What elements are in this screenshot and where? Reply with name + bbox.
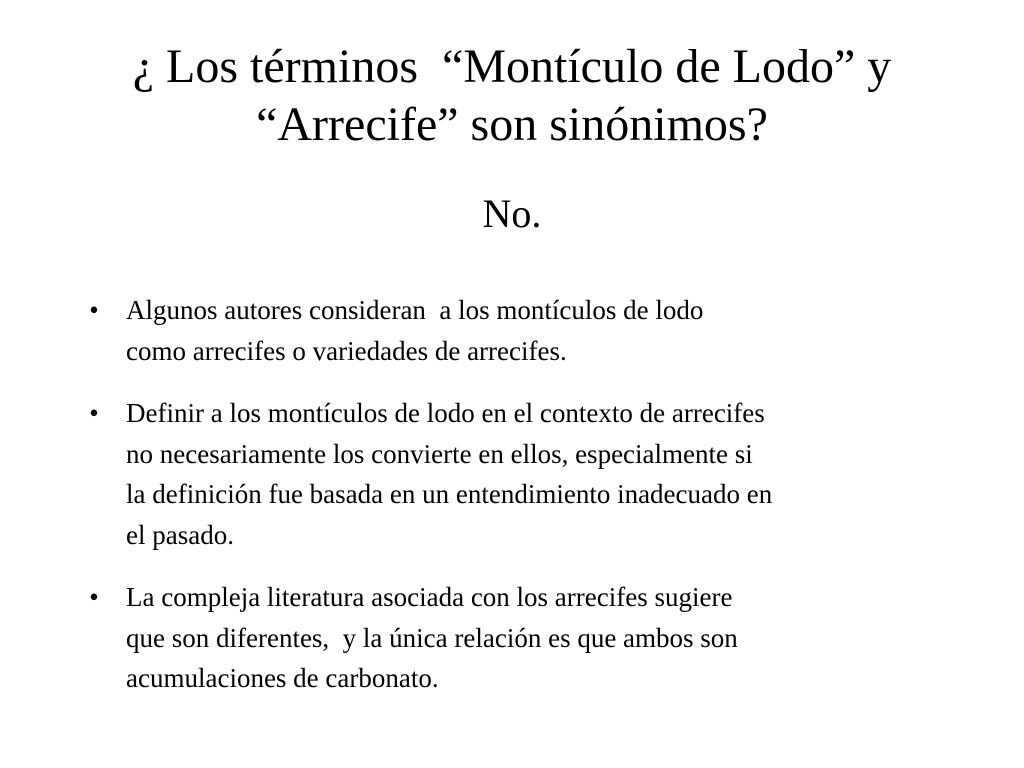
slide-title-line-1: ¿ Los términos “Montículo de Lodo” y — [132, 40, 892, 93]
bullet-item-1 — [84, 290, 954, 371]
bullet-line: como arrecifes o variedades de arrecifes. — [126, 335, 567, 366]
bullet-line: el pasado. — [126, 519, 234, 550]
bullet-item-2 — [84, 393, 954, 555]
bullet-line: Algunos autores consideran a los montículos de lodo — [126, 295, 704, 325]
bullet-line: La compleja literatura asociada con los arrecifes sugiere — [126, 582, 733, 612]
bullet-item-3 — [84, 577, 954, 699]
bullet-line: la definición fue basada en un entendimiento inadecuado en — [126, 479, 773, 509]
slide-title-line-2: “Arrecife” son sinónimos? — [256, 98, 768, 151]
bullet-line: Definir a los montículos de lodo en el contexto de arrecifes — [126, 398, 765, 428]
slide-title — [40, 38, 984, 154]
bullet-line: no necesariamente los convierte en ellos, especialmente si — [126, 438, 753, 469]
bullet-icon: • — [89, 295, 99, 325]
bullet-list — [84, 290, 954, 721]
bullet-icon: • — [89, 582, 99, 612]
answer-text: No. — [482, 191, 542, 236]
bullet-line: que son diferentes, y la única relación es que ambos son — [126, 622, 738, 653]
bullet-line: acumulaciones de carbonato. — [126, 663, 439, 693]
bullet-icon: • — [89, 398, 99, 428]
